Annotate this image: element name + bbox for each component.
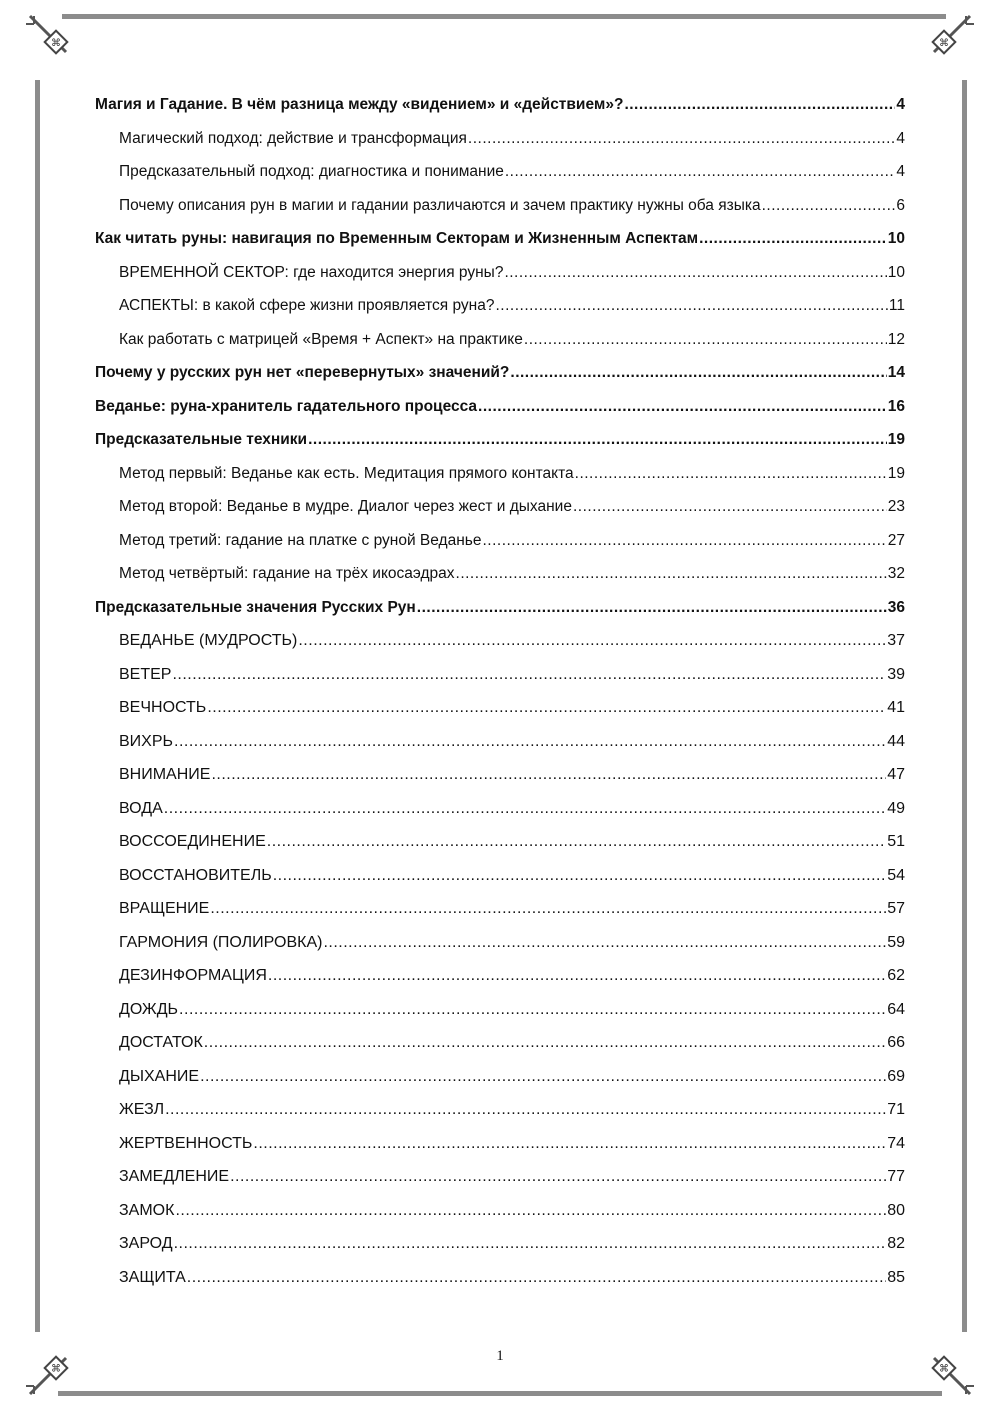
toc-entry-title: Предсказательный подход: диагностика и понимание	[119, 163, 504, 180]
svg-text:⌘: ⌘	[939, 38, 949, 49]
toc-entry-title: ВОДА	[119, 799, 163, 817]
toc-entry-page: 14	[887, 364, 905, 381]
toc-entry[interactable]	[95, 792, 905, 826]
table-of-contents	[95, 88, 905, 1294]
toc-entry-page: 10	[887, 263, 905, 281]
toc-entry[interactable]	[95, 457, 905, 491]
page-number: 1	[496, 1348, 504, 1364]
toc-entry-page: 36	[887, 598, 905, 616]
svg-text:⌘: ⌘	[51, 1361, 61, 1372]
toc-dot-leader	[207, 691, 886, 725]
toc-entry[interactable]	[95, 1160, 905, 1194]
toc-entry[interactable]	[95, 691, 905, 725]
toc-entry-title: Магический подход: действие и трансформация	[119, 129, 467, 147]
toc-entry-title: ВРЕМЕННОЙ СЕКТОР: где находится энергия руны?	[119, 263, 504, 281]
toc-dot-leader	[268, 959, 886, 993]
toc-entry-page: 74	[887, 1134, 905, 1152]
toc-entry-title: Магия и Гадание. В чём разница между «видением» и «действием»?	[95, 96, 624, 113]
toc-entry[interactable]	[95, 222, 905, 256]
frame-right-line	[962, 80, 967, 1332]
toc-entry[interactable]	[95, 859, 905, 893]
toc-entry-title: ЗАЩИТА	[119, 1268, 186, 1286]
toc-entry-page: 6	[896, 196, 905, 214]
svg-text:⌘: ⌘	[51, 38, 61, 49]
toc-entry[interactable]	[95, 1227, 905, 1261]
toc-entry[interactable]	[95, 323, 905, 357]
toc-dot-leader	[210, 892, 886, 926]
toc-entry-page: 49	[887, 799, 905, 817]
toc-entry-page: 44	[887, 732, 905, 750]
toc-entry[interactable]	[95, 725, 905, 759]
toc-entry[interactable]	[95, 1194, 905, 1228]
toc-entry[interactable]	[95, 557, 905, 591]
toc-entry-title: ДЫХАНИЕ	[119, 1067, 200, 1085]
toc-dot-leader	[298, 624, 886, 658]
toc-entry-page: 59	[887, 933, 905, 951]
toc-entry-title: Метод третий: гадание на платке с руной Веданье	[119, 531, 482, 549]
toc-entry-page: 47	[887, 766, 905, 783]
toc-dot-leader	[504, 256, 886, 290]
toc-entry-title: ВРАЩЕНИЕ	[119, 900, 210, 917]
toc-entry[interactable]	[95, 356, 905, 390]
toc-entry[interactable]	[95, 624, 905, 658]
toc-entry[interactable]	[95, 524, 905, 558]
toc-dot-leader	[624, 88, 895, 122]
frame-top-line	[62, 14, 946, 19]
toc-entry-title: Метод второй: Веданье в мудре. Диалог через жест и дыхание	[119, 498, 572, 515]
toc-entry-page: 64	[887, 1000, 905, 1018]
corner-key-ornament-icon	[22, 12, 82, 72]
toc-dot-leader	[323, 926, 886, 960]
toc-entry-title: Как читать руны: навигация по Временным Секторам и Жизненным Аспектам	[95, 230, 699, 247]
toc-dot-leader	[253, 1127, 886, 1161]
corner-key-ornament-icon	[918, 12, 978, 72]
toc-entry[interactable]	[95, 1127, 905, 1161]
toc-dot-leader	[456, 557, 887, 591]
toc-entry-title: Почему у русских рун нет «перевернутых» значений?	[95, 364, 510, 381]
toc-entry-page: 32	[887, 565, 905, 582]
toc-entry[interactable]	[95, 155, 905, 189]
toc-entry-title: ВНИМАНИЕ	[119, 766, 211, 783]
toc-entry-page: 82	[887, 1235, 905, 1252]
toc-dot-leader	[573, 490, 887, 524]
toc-entry-page: 19	[887, 431, 905, 448]
toc-entry-title: ВИХРЬ	[119, 732, 174, 750]
toc-entry-title: ВЕТЕР	[119, 665, 172, 683]
frame-bottom-line	[58, 1391, 942, 1396]
toc-entry-title: АСПЕКТЫ: в какой сфере жизни проявляется руна?	[119, 297, 495, 314]
toc-entry-page: 66	[887, 1034, 905, 1051]
toc-entry-page: 39	[887, 665, 905, 683]
toc-dot-leader	[164, 792, 886, 826]
toc-entry[interactable]	[95, 1060, 905, 1094]
toc-entry-page: 11	[888, 297, 905, 314]
toc-entry-title: ВЕЧНОСТЬ	[119, 699, 207, 716]
frame-left-line	[35, 80, 40, 1332]
toc-entry-title: ДОЖДЬ	[119, 1000, 179, 1018]
toc-entry-page: 12	[887, 330, 905, 348]
toc-entry-page: 71	[887, 1101, 905, 1118]
toc-entry-title: ВОССТАНОВИТЕЛЬ	[119, 866, 272, 884]
toc-entry-title: ДЕЗИНФОРМАЦИЯ	[119, 967, 267, 984]
toc-entry-title: Как работать с матрицей «Время + Аспект» на практике	[119, 330, 523, 348]
toc-entry-page: 27	[887, 531, 905, 549]
toc-entry-page: 57	[887, 900, 905, 917]
toc-dot-leader	[495, 289, 887, 323]
toc-dot-leader	[175, 1194, 886, 1228]
corner-key-ornament-icon	[22, 1338, 82, 1398]
toc-dot-leader	[762, 189, 896, 223]
toc-entry-page: 16	[887, 397, 905, 415]
toc-dot-leader	[699, 222, 887, 256]
corner-key-ornament-icon	[918, 1338, 978, 1398]
toc-entry[interactable]	[95, 390, 905, 424]
toc-entry-page: 62	[887, 967, 905, 984]
toc-entry-page: 37	[887, 632, 905, 649]
toc-dot-leader	[267, 825, 886, 859]
toc-entry-title: Метод четвёртый: гадание на трёх икосаэдрах	[119, 565, 455, 582]
toc-entry-title: Почему описания рун в магии и гадании различаются и зачем практику нужны оба языка	[119, 196, 761, 214]
toc-entry-title: Предсказательные техники	[95, 431, 308, 448]
toc-entry-page: 80	[887, 1201, 905, 1219]
toc-dot-leader	[200, 1060, 886, 1094]
toc-entry[interactable]	[95, 825, 905, 859]
toc-entry-page: 54	[887, 866, 905, 884]
toc-entry-title: ЖЕЗЛ	[119, 1101, 165, 1118]
toc-entry-title: ВЕДАНЬЕ (МУДРОСТЬ)	[119, 632, 298, 649]
toc-dot-leader	[174, 725, 886, 759]
toc-entry-page: 41	[887, 699, 905, 716]
toc-entry[interactable]	[95, 289, 905, 323]
toc-dot-leader	[575, 457, 887, 491]
toc-entry[interactable]	[95, 490, 905, 524]
toc-entry[interactable]	[95, 993, 905, 1027]
toc-entry-page: 69	[887, 1067, 905, 1085]
svg-text:⌘: ⌘	[939, 1361, 949, 1372]
toc-entry-page: 10	[887, 230, 905, 247]
toc-entry-title: Веданье: руна-хранитель гадательного процесса	[95, 397, 478, 415]
toc-dot-leader	[505, 155, 896, 189]
toc-entry-page: 51	[887, 833, 905, 850]
toc-entry[interactable]	[95, 1026, 905, 1060]
toc-entry[interactable]	[95, 892, 905, 926]
toc-dot-leader	[204, 1026, 886, 1060]
toc-entry-title: ВОССОЕДИНЕНИЕ	[119, 833, 266, 850]
toc-entry[interactable]	[95, 88, 905, 122]
toc-dot-leader	[417, 591, 887, 625]
toc-entry[interactable]	[95, 758, 905, 792]
toc-dot-leader	[524, 323, 887, 357]
toc-entry[interactable]	[95, 122, 905, 156]
toc-entry-title: ГАРМОНИЯ (ПОЛИРОВКА)	[119, 933, 323, 951]
toc-entry[interactable]	[95, 959, 905, 993]
toc-entry-page: 4	[896, 163, 905, 180]
toc-entry[interactable]	[95, 591, 905, 625]
toc-entry[interactable]	[95, 658, 905, 692]
toc-dot-leader	[478, 390, 887, 424]
toc-dot-leader	[482, 524, 886, 558]
toc-entry-page: 4	[896, 96, 905, 113]
toc-dot-leader	[187, 1261, 886, 1295]
toc-dot-leader	[172, 658, 886, 692]
toc-dot-leader	[211, 758, 886, 792]
toc-entry[interactable]	[95, 926, 905, 960]
toc-entry[interactable]	[95, 1093, 905, 1127]
toc-entry-title: Метод первый: Веданье как есть. Медитация прямого контакта	[119, 464, 574, 482]
toc-entry-page: 85	[887, 1268, 905, 1286]
toc-entry[interactable]	[95, 256, 905, 290]
toc-entry-page: 77	[887, 1168, 905, 1185]
toc-entry-title: ЗАМОК	[119, 1201, 175, 1219]
toc-dot-leader	[273, 859, 887, 893]
toc-entry-page: 19	[887, 464, 905, 482]
toc-entry-page: 4	[896, 129, 905, 147]
toc-entry[interactable]	[95, 1261, 905, 1295]
toc-dot-leader	[174, 1227, 887, 1261]
toc-entry[interactable]	[95, 189, 905, 223]
toc-entry-title: ЖЕРТВЕННОСТЬ	[119, 1134, 253, 1152]
toc-entry-title: ДОСТАТОК	[119, 1034, 203, 1051]
toc-dot-leader	[165, 1093, 886, 1127]
toc-dot-leader	[308, 423, 887, 457]
toc-dot-leader	[468, 122, 895, 156]
toc-entry-page: 23	[887, 498, 905, 515]
toc-dot-leader	[179, 993, 886, 1027]
toc-entry-title: Предсказательные значения Русских Рун	[95, 598, 416, 616]
toc-entry[interactable]	[95, 423, 905, 457]
toc-entry-title: ЗАРОД	[119, 1235, 173, 1252]
toc-dot-leader	[510, 356, 886, 390]
toc-dot-leader	[230, 1160, 886, 1194]
toc-entry-title: ЗАМЕДЛЕНИЕ	[119, 1168, 230, 1185]
